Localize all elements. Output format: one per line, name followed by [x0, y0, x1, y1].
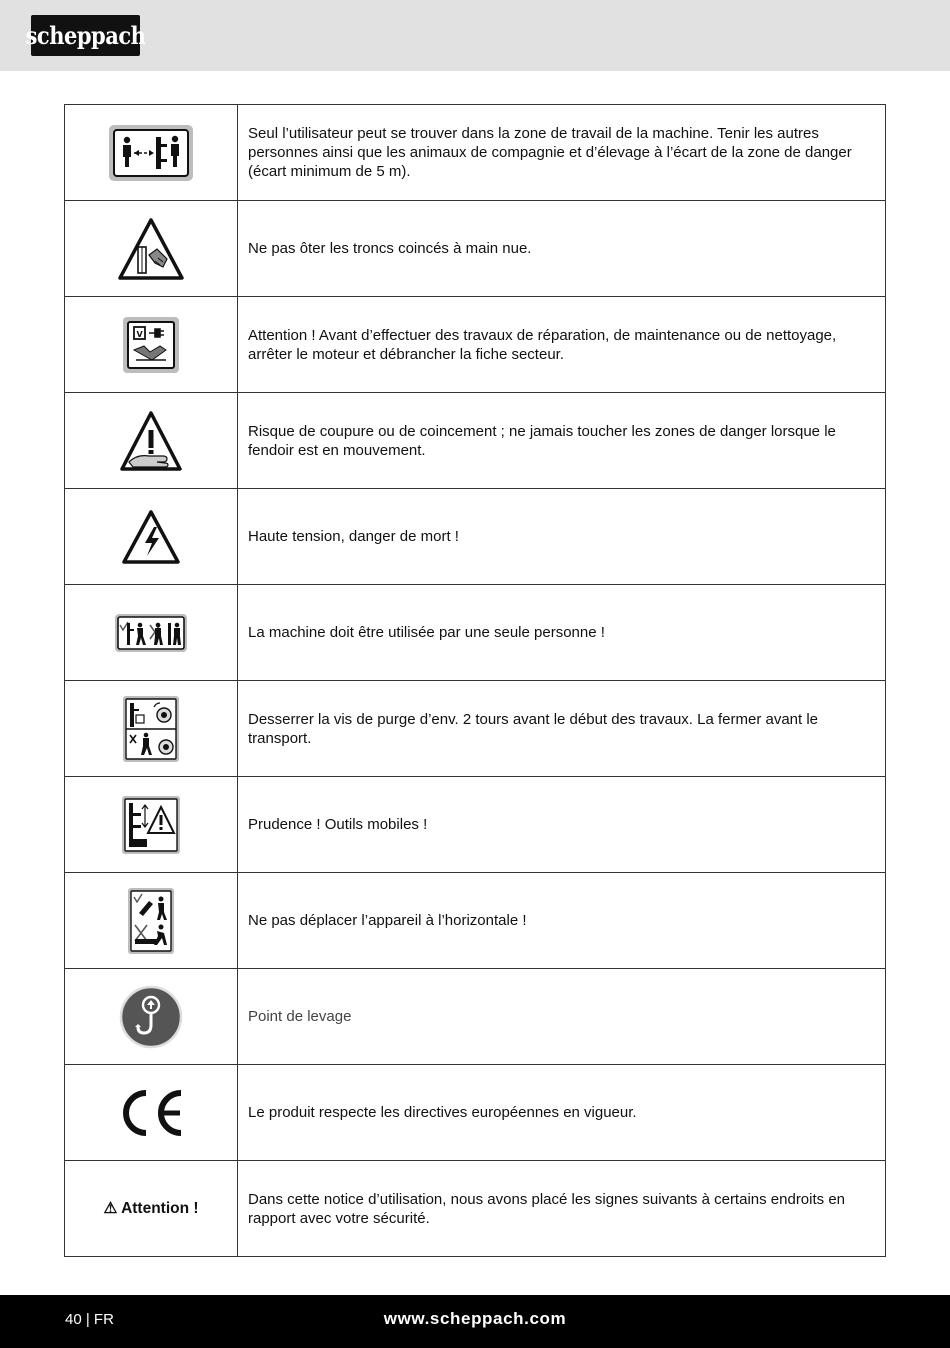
symbol-description: La machine doit être utilisée par une seule personne !: [238, 585, 886, 681]
symbol-cell: [65, 1065, 238, 1161]
symbol-description: Point de levage: [238, 969, 886, 1065]
symbol-description: Desserrer la vis de purge d’env. 2 tours avant le début des travaux. La fermer avant le transport.: [238, 681, 886, 777]
symbol-cell: [65, 777, 238, 873]
logo-text: scheppach: [25, 21, 146, 50]
no-horizontal-transport-icon: [127, 887, 175, 955]
high-voltage-icon: [121, 509, 181, 565]
safety-symbols-table: [64, 104, 886, 1257]
table-row: [65, 873, 886, 969]
lifting-point-icon: [119, 985, 183, 1049]
symbol-cell: [65, 393, 238, 489]
symbol-cell: [65, 105, 238, 201]
table-row: [65, 1065, 886, 1161]
single-operator-icon: [114, 613, 188, 653]
symbol-cell: [65, 585, 238, 681]
page-footer: [0, 1295, 950, 1348]
page-header: [0, 0, 950, 71]
symbol-description: Seul l’utilisateur peut se trouver dans la zone de travail de la machine. Tenir les autres personnes ainsi que les animaux de compagnie et d’élevage à l’écart de la zone de danger (écart minimum de 5 m).: [238, 105, 886, 201]
unplug-before-maintenance-icon: [122, 316, 180, 374]
symbol-cell: [65, 1161, 238, 1257]
table-row: [65, 1161, 886, 1257]
symbol-description: Haute tension, danger de mort !: [238, 489, 886, 585]
ce-mark-icon: [118, 1089, 184, 1137]
symbol-cell: [65, 297, 238, 393]
attention-label: ⚠ Attention !: [103, 1200, 199, 1217]
moving-tools-icon: [121, 795, 181, 855]
operator-zone-icon: [108, 124, 194, 182]
table-row: [65, 201, 886, 297]
symbol-description: Attention ! Avant d’effectuer des travaux de réparation, de maintenance ou de nettoyage, arrêter le moteur et débrancher la fiche secteur.: [238, 297, 886, 393]
symbol-cell: [65, 969, 238, 1065]
table-row: [65, 105, 886, 201]
table-row: [65, 585, 886, 681]
trapped-log-hand-warning-icon: [117, 217, 185, 281]
symbol-cell: [65, 873, 238, 969]
table-row: [65, 489, 886, 585]
symbol-description: Risque de coupure ou de coincement ; ne jamais toucher les zones de danger lorsque le fendoir est en mouvement.: [238, 393, 886, 489]
crush-hazard-hand-icon: [119, 410, 183, 472]
symbol-cell: [65, 681, 238, 777]
symbol-cell: [65, 489, 238, 585]
table-row: [65, 297, 886, 393]
table-row: [65, 969, 886, 1065]
scheppach-logo: [25, 15, 146, 56]
bleed-screw-icon: [122, 695, 180, 763]
symbol-description: Dans cette notice d’utilisation, nous avons placé les signes suivants à certains endroits en rapport avec votre sécurité.: [238, 1161, 886, 1257]
symbol-description: Ne pas ôter les troncs coincés à main nue.: [238, 201, 886, 297]
table-row: [65, 777, 886, 873]
website-link[interactable]: www.scheppach.com: [383, 1309, 567, 1328]
table-row: [65, 393, 886, 489]
symbol-description: Ne pas déplacer l’appareil à l’horizontale !: [238, 873, 886, 969]
symbol-description: Prudence ! Outils mobiles !: [238, 777, 886, 873]
svg-text:V: V: [136, 329, 143, 339]
symbol-description: Le produit respecte les directives européennes en vigueur.: [238, 1065, 886, 1161]
page-number: 40 | FR: [65, 1311, 114, 1328]
table-row: [65, 681, 886, 777]
symbol-cell: [65, 201, 238, 297]
